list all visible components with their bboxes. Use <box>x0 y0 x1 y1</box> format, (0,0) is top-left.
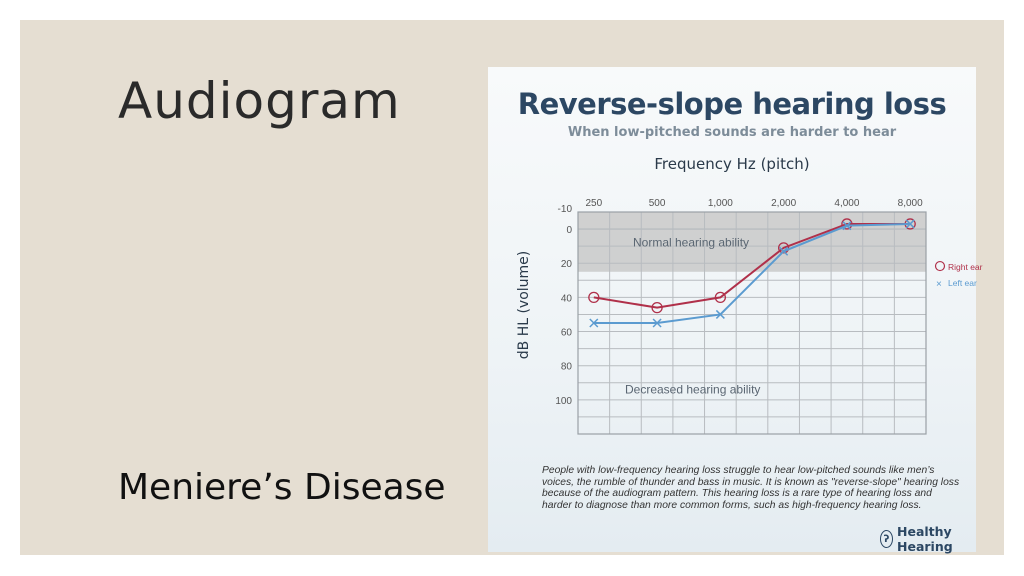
brand-logo <box>880 524 976 554</box>
y-tick-label: 100 <box>555 395 572 407</box>
brand-name: Healthy Hearing <box>897 524 953 554</box>
y-axis-title: dB HL (volume) <box>516 250 532 360</box>
slide-subtitle: Meniere’s Disease <box>118 467 446 508</box>
x-axis-title: Frequency Hz (pitch) <box>654 155 810 173</box>
legend-left-ear-label: Left ear <box>948 278 977 289</box>
x-tick-label: 500 <box>648 198 666 209</box>
y-tick-label: 20 <box>560 259 572 271</box>
x-tick-label: 2,000 <box>771 198 797 209</box>
x-tick-label: 4,000 <box>834 198 860 209</box>
audiogram-figure <box>488 67 983 554</box>
slide-background <box>20 20 1004 555</box>
slide-title: Audiogram <box>118 72 401 130</box>
y-tick-label: 60 <box>560 327 572 339</box>
legend-right-ear-marker <box>936 262 945 271</box>
x-tick-label: 250 <box>585 198 603 209</box>
figure-subtitle: When low-pitched sounds are harder to hear <box>567 125 897 140</box>
y-tick-label: 0 <box>566 225 572 237</box>
figure-title: Reverse-slope hearing loss <box>517 87 947 121</box>
annotation-decreased-hearing: Decreased hearing ability <box>625 382 761 397</box>
legend-right-ear-label: Right ear <box>948 262 983 273</box>
figure-caption: People with low-frequency hearing loss struggle to hear low-pitched sounds like men’s voices, the rumble of thunder and bass in music. It is known as "reverse-slope" hearing loss because of the audiogram pattern. This hearing loss is a rare type of hearing loss and harder to diagnose than more common forms, such as high-frequency hearing loss. <box>542 465 960 511</box>
ear-icon: ʔ <box>880 530 893 548</box>
x-tick-label: 8,000 <box>897 198 923 209</box>
y-tick-label: 40 <box>560 293 572 305</box>
y-tick-label: -10 <box>557 204 572 215</box>
legend-left-ear-marker: × <box>936 279 942 291</box>
x-tick-label: 1,000 <box>707 198 733 209</box>
annotation-normal-hearing: Normal hearing ability <box>633 235 750 250</box>
y-tick-label: 80 <box>560 361 572 373</box>
